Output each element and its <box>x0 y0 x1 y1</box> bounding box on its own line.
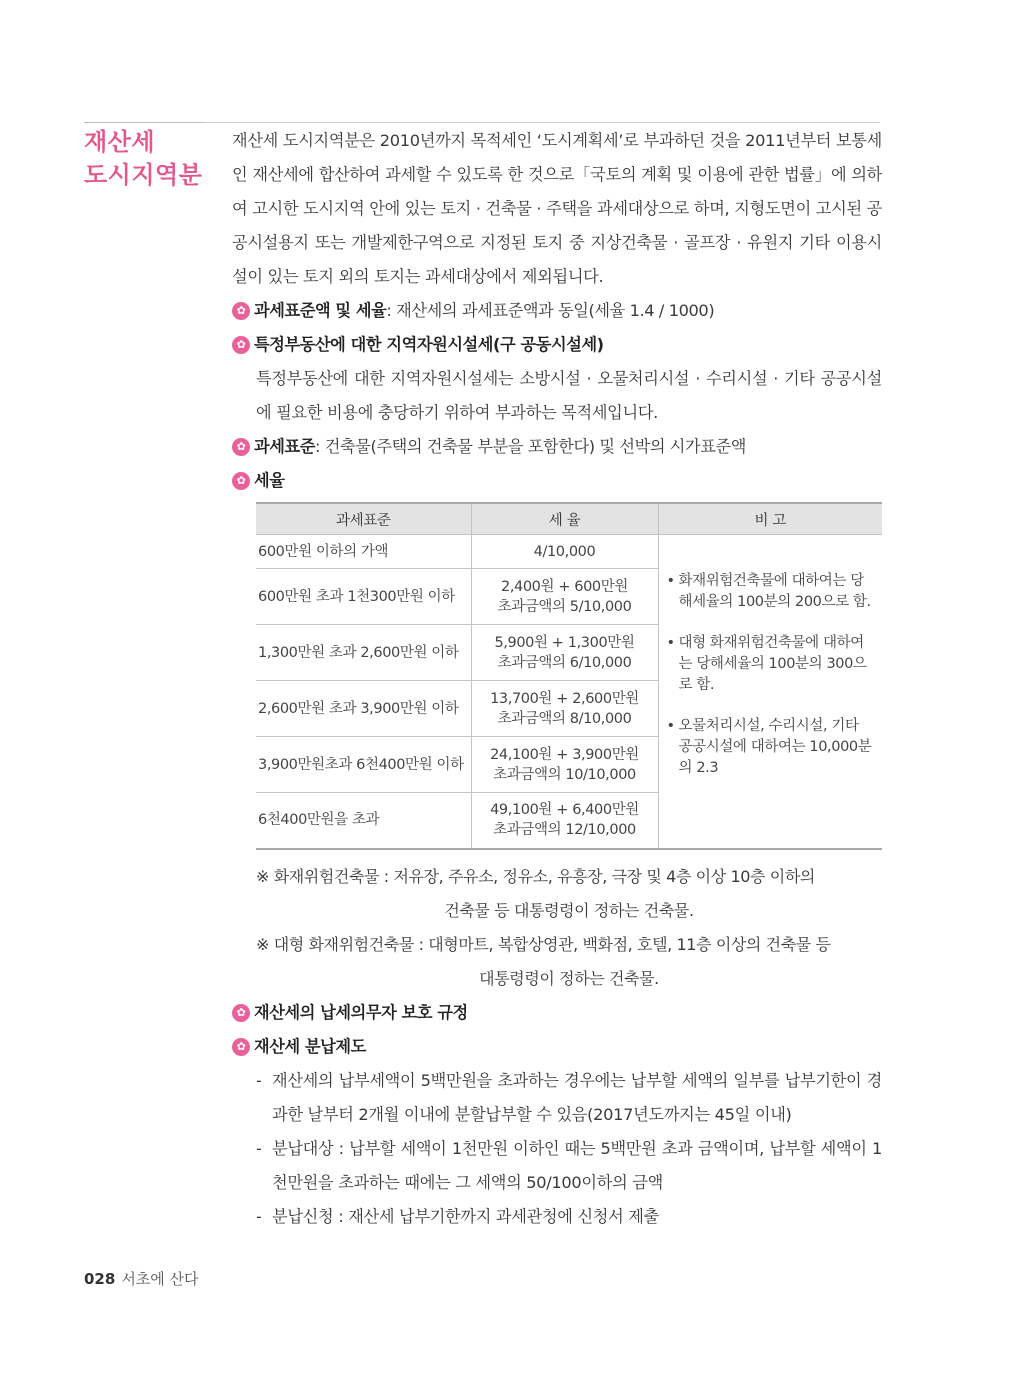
rate-heading <box>232 464 882 498</box>
remark-line2: 대통령령이 정하는 건축물. <box>479 968 659 988</box>
standard-text: : 재산세의 과세표준액과 동일(세율 1.4 / 1000) <box>386 301 715 320</box>
remark-fire-building <box>232 860 882 928</box>
rate-title: 세율 <box>254 471 285 490</box>
list-item-text: 분납신청 : 재산세 납부기한까지 과세관청에 신청서 제출 <box>272 1206 659 1226</box>
intro-paragraph: 재산세 도시지역분은 2010년까지 목적세인 ‘도시계획세’로 부과하던 것을 2011년부터 보통세인 재산세에 합산하여 과세할 수 있도록 한 것으로「국토의 계획 및 이용에 관한 법률」에 의하여 고시한 도시지역 안에 있는 토지 · 건축물 · 주택을 과세대상으로 하며, 지형도면이 고시된 공공시설용지 또는 개발제한구역으로 지정된 토지 중 지상건축물 · 골프장 · 유원지 기타 이용시설이 있는 토지 외의 토지는 과세대상에서 제외됩니다. <box>232 131 882 286</box>
star-flower-icon: ✿ <box>232 472 250 490</box>
row-base: 600만원 초과 1천300만원 이하 <box>256 569 471 625</box>
note-text: 대형 화재위험건축물에 대하여는 당해세율의 100분의 300으로 함. <box>678 635 867 693</box>
page-number: 028 <box>84 1270 116 1288</box>
special-heading <box>232 328 882 362</box>
side-title-line2: 도시지역분 <box>84 161 203 189</box>
list-item: - 재산세의 납부세액이 5백만원을 초과하는 경우에는 납부할 세액의 일부를 납부기한이 경과한 날부터 2개월 이내에 분할납부할 수 있음(2017년도까지는 45일 이내) <box>232 1064 882 1132</box>
rate-line2: 초과금액의 6/10,000 <box>497 654 632 671</box>
row-rate <box>471 793 658 849</box>
standard-heading <box>232 294 882 328</box>
remark-large-fire-building <box>232 928 882 996</box>
rate-line1: 24,100원 + 3,900만원 <box>490 746 639 763</box>
special-title: 특정부동산에 대한 지역자원시설세(구 공동시설세) <box>254 335 604 354</box>
star-flower-icon: ✿ <box>232 438 250 456</box>
main-content <box>232 124 882 1234</box>
rate-line1: 49,100원 + 6,400만원 <box>490 802 639 819</box>
row-rate <box>471 681 658 737</box>
rate-line2: 초과금액의 8/10,000 <box>497 710 632 727</box>
tax-rate-table <box>256 502 882 850</box>
table-row <box>256 535 882 569</box>
standard-title: 과세표준액 및 세율 <box>254 301 387 320</box>
section-side-title <box>84 126 214 192</box>
row-rate <box>471 737 658 793</box>
row-rate <box>471 535 658 569</box>
note-item: • 대형 화재위험건축물에 대하여는 당해세율의 100분의 300으로 함. <box>667 633 877 696</box>
header-rate: 세 율 <box>471 503 658 535</box>
remark-line1: ※ 화재위험건축물 : 저유장, 주유소, 정유소, 유흥장, 극장 및 4층 이상 10층 이하의 <box>256 866 815 886</box>
row-base: 600만원 이하의 가액 <box>256 535 471 569</box>
rate-line2: 초과금액의 5/10,000 <box>497 598 632 615</box>
rate-line2: 초과금액의 12/10,000 <box>493 822 636 839</box>
protect-heading <box>232 996 882 1030</box>
base-title: 과세표준 <box>254 437 315 456</box>
row-rate <box>471 569 658 625</box>
header-base: 과세표준 <box>256 503 471 535</box>
star-flower-icon: ✿ <box>232 336 250 354</box>
rate-line2: 초과금액의 10/10,000 <box>493 766 636 783</box>
header-note: 비 고 <box>658 503 882 535</box>
star-flower-icon: ✿ <box>232 1038 250 1056</box>
table-notes-cell <box>658 535 882 849</box>
row-base: 2,600만원 초과 3,900만원 이하 <box>256 681 471 737</box>
note-text: 오물처리시설, 수리시설, 기타 공공시설에 대하여는 10,000분의 2.3 <box>678 718 872 776</box>
remark-line1: ※ 대형 화재위험건축물 : 대형마트, 복합상영관, 백화점, 호텔, 11층 이상의 건축물 등 <box>256 934 831 954</box>
row-base: 1,300만원 초과 2,600만원 이하 <box>256 625 471 681</box>
remark-line2: 건축물 등 대통령령이 정하는 건축물. <box>444 900 694 920</box>
row-rate <box>471 625 658 681</box>
list-item: - 분납대상 : 납부할 세액이 1천만원 이하인 때는 5백만원 초과 금액이며, 납부할 세액이 1천만원을 초과하는 때에는 그 세액의 50/100이하의 금액 <box>232 1132 882 1200</box>
note-item: • 오물처리시설, 수리시설, 기타 공공시설에 대하여는 10,000분의 2.3 <box>667 716 877 779</box>
list-item-text: 재산세의 납부세액이 5백만원을 초과하는 경우에는 납부할 세액의 일부를 납부기한이 경과한 날부터 2개월 이내에 분할납부할 수 있음(2017년도까지는 45일 이내) <box>272 1070 882 1124</box>
page-footer <box>84 1268 199 1289</box>
base-text: : 건축물(주택의 건축물 부분을 포함한다) 및 선박의 시가표준액 <box>314 437 746 456</box>
publication-title: 서초에 산다 <box>121 1270 199 1288</box>
note-text: 화재위험건축물에 대하여는 당해세율의 100분의 200으로 함. <box>678 573 871 610</box>
installment-title: 재산세 분납제도 <box>254 1036 366 1056</box>
rate-line1: 5,900원 + 1,300만원 <box>494 634 635 651</box>
rate-line1: 2,400원 + 600만원 <box>501 578 628 595</box>
rate-line1: 4/10,000 <box>533 543 596 560</box>
base-heading <box>232 430 882 464</box>
star-flower-icon: ✿ <box>232 1004 250 1022</box>
special-paragraph: 특정부동산에 대한 지역자원시설세는 소방시설 · 오물처리시설 · 수리시설 · 기타 공공시설에 필요한 비용에 충당하기 위하여 부과하는 목적세입니다. <box>256 369 882 422</box>
list-item: - 분납신청 : 재산세 납부기한까지 과세관청에 신청서 제출 <box>232 1200 882 1234</box>
installment-heading <box>232 1030 882 1064</box>
protect-title: 재산세의 납세의무자 보호 규정 <box>254 1002 468 1022</box>
note-item: • 화재위험건축물에 대하여는 당해세율의 100분의 200으로 함. <box>667 571 877 613</box>
side-title-line1: 재산세 <box>84 128 156 156</box>
side-rule <box>84 122 204 123</box>
star-flower-icon: ✿ <box>232 302 250 320</box>
row-base: 6천400만원을 초과 <box>256 793 471 849</box>
list-item-text: 분납대상 : 납부할 세액이 1천만원 이하인 때는 5백만원 초과 금액이며, 납부할 세액이 1천만원을 초과하는 때에는 그 세액의 50/100이하의 금액 <box>272 1138 882 1192</box>
rate-line1: 13,700원 + 2,600만원 <box>490 690 639 707</box>
table-header-row <box>256 503 882 535</box>
row-base: 3,900만원초과 6천400만원 이하 <box>256 737 471 793</box>
